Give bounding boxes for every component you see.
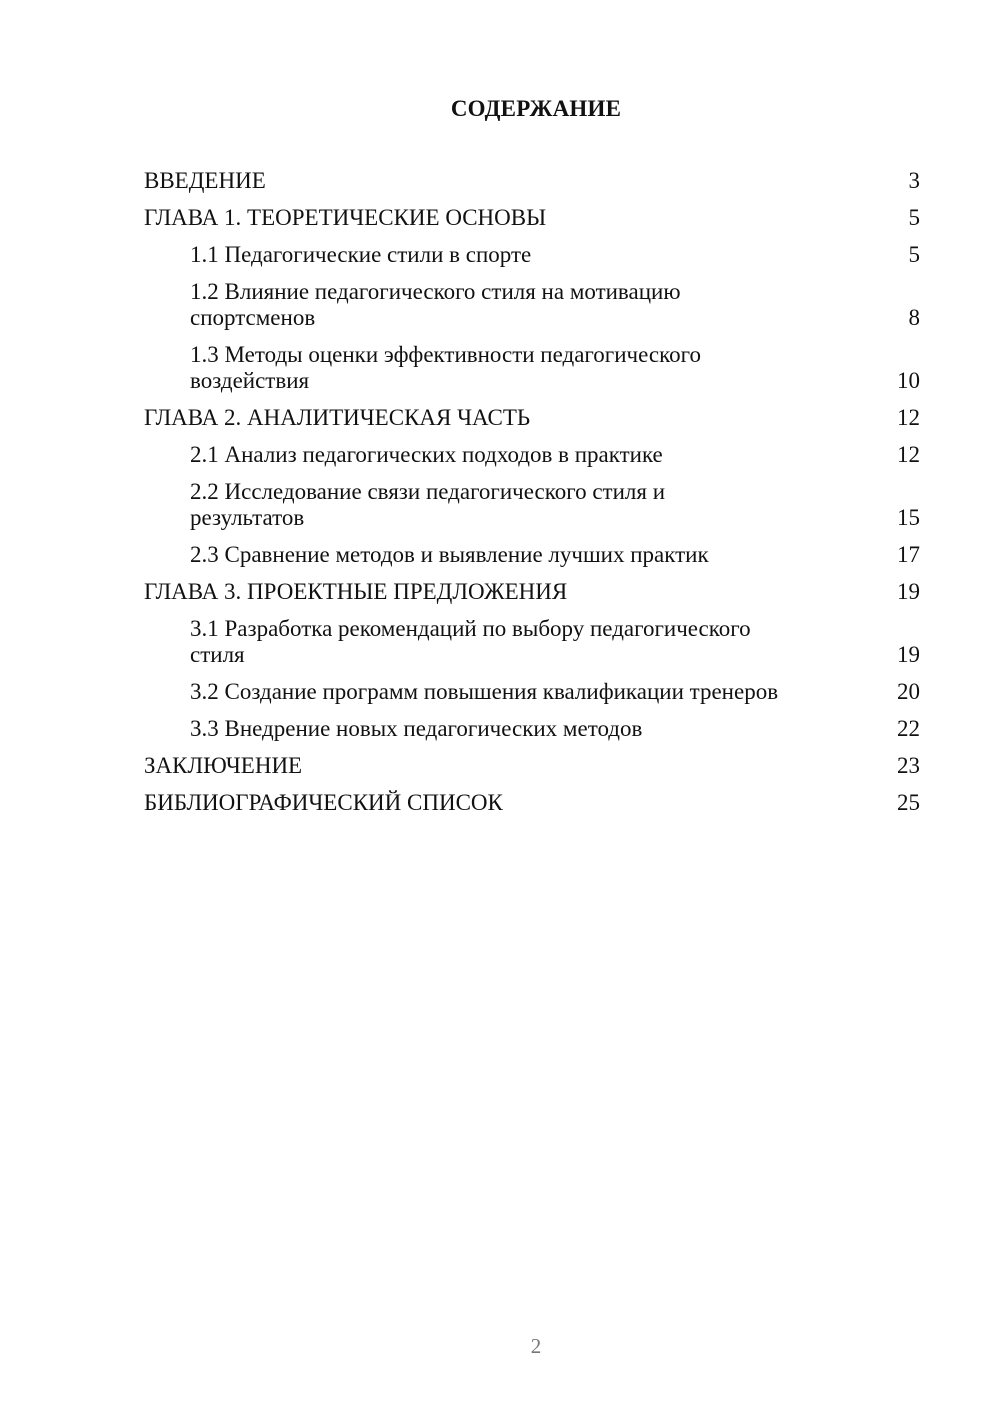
- table-of-contents: [144, 168, 920, 827]
- toc-entry-label: 3.3 Внедрение новых педагогических методов: [190, 716, 643, 741]
- toc-entry[interactable]: [144, 753, 920, 779]
- toc-entry-label: 1.2 Влияние педагогического стиля на мотивацию спортсменов: [190, 279, 687, 330]
- toc-entry-label: БИБЛИОГРАФИЧЕСКИЙ СПИСОК: [144, 790, 503, 815]
- toc-entry-page: 15: [897, 505, 920, 530]
- toc-subentry[interactable]: [144, 242, 920, 268]
- toc-entry-label: 2.2 Исследование связи педагогического стиля и результатов: [190, 479, 671, 530]
- toc-entry-label: 2.3 Сравнение методов и выявление лучших практик: [190, 542, 709, 567]
- toc-entry[interactable]: [144, 790, 920, 816]
- toc-entry-label: 3.2 Создание программ повышения квалификации тренеров: [190, 679, 779, 704]
- toc-entry-page: 5: [908, 205, 920, 230]
- toc-entry-label: ГЛАВА 2. АНАЛИТИЧЕСКАЯ ЧАСТЬ: [144, 405, 531, 430]
- toc-entry-page: 12: [897, 405, 920, 430]
- toc-entry-page: 19: [897, 579, 920, 604]
- toc-entry-label: 1.1 Педагогические стили в спорте: [190, 242, 532, 267]
- toc-subentry[interactable]: [144, 479, 920, 531]
- toc-subentry[interactable]: [144, 342, 920, 394]
- toc-entry[interactable]: [144, 579, 920, 605]
- toc-entry-label: 3.1 Разработка рекомендаций по выбору педагогического стиля: [190, 616, 757, 667]
- toc-entry-page: 22: [897, 716, 920, 741]
- toc-entry[interactable]: [144, 168, 920, 194]
- toc-entry-label: ЗАКЛЮЧЕНИЕ: [144, 753, 303, 778]
- toc-entry-label: 2.1 Анализ педагогических подходов в практике: [190, 442, 663, 467]
- toc-subentry[interactable]: [144, 679, 920, 705]
- toc-subentry[interactable]: [144, 542, 920, 568]
- toc-subentry[interactable]: [144, 616, 920, 668]
- toc-subentry[interactable]: [144, 442, 920, 468]
- page-title: СОДЕРЖАНИЕ: [450, 96, 622, 121]
- toc-entry-page: 3: [908, 168, 920, 193]
- toc-entry-page: 12: [897, 442, 920, 467]
- toc-entry-page: 8: [908, 305, 920, 330]
- toc-entry-page: 23: [897, 753, 920, 778]
- toc-subentry[interactable]: [144, 716, 920, 742]
- toc-entry[interactable]: [144, 205, 920, 231]
- toc-entry-page: 19: [897, 642, 920, 667]
- toc-entry-page: 10: [897, 368, 920, 393]
- toc-subentry[interactable]: [144, 279, 920, 331]
- toc-entry-label: 1.3 Методы оценки эффективности педагогического воздействия: [190, 342, 707, 393]
- toc-entry-page: 20: [897, 679, 920, 704]
- toc-entry-page: 5: [908, 242, 920, 267]
- page-number: 2: [530, 1334, 542, 1358]
- toc-entry-label: ВВЕДЕНИЕ: [144, 168, 266, 193]
- toc-entry-page: 17: [897, 542, 920, 567]
- toc-entry-label: ГЛАВА 3. ПРОЕКТНЫЕ ПРЕДЛОЖЕНИЯ: [144, 579, 568, 604]
- toc-entry-label: ГЛАВА 1. ТЕОРЕТИЧЕСКИЕ ОСНОВЫ: [144, 205, 547, 230]
- toc-entry[interactable]: [144, 405, 920, 431]
- toc-entry-page: 25: [897, 790, 920, 815]
